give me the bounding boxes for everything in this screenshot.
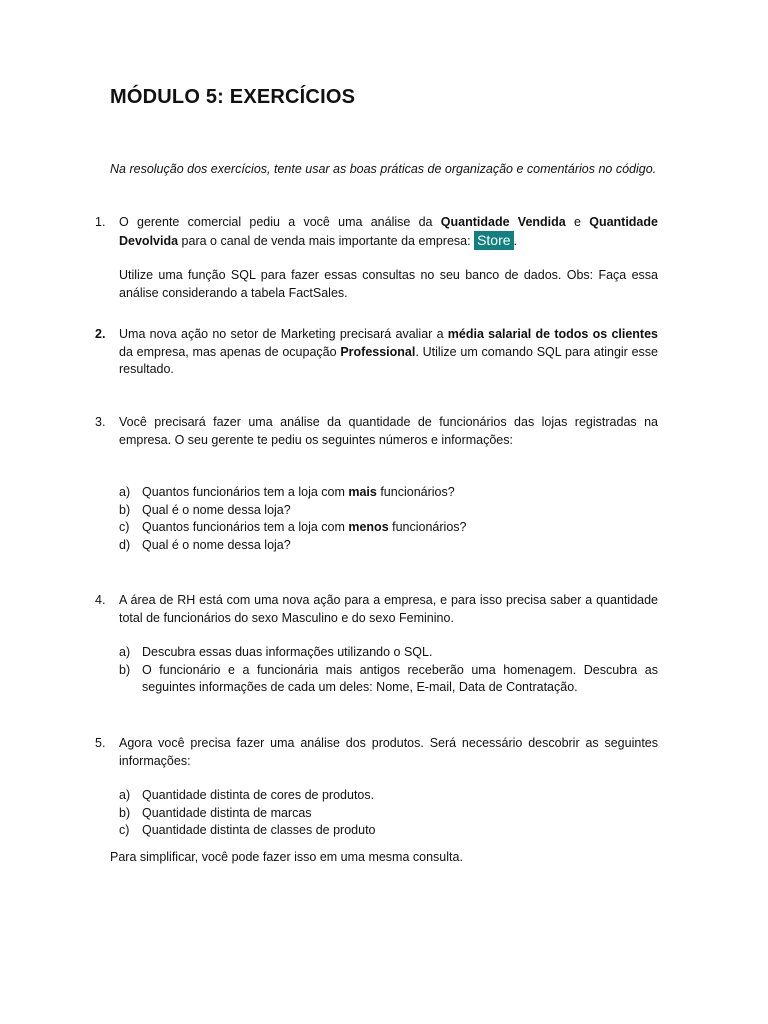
sub-letter: a) xyxy=(119,485,131,499)
sub-text: Quantidade distinta de cores de produtos. xyxy=(142,788,375,802)
text-run: . Utilize um comando SQL para atingir esse resultado. xyxy=(119,344,658,376)
question-5-paragraph: Agora você precisa fazer uma análise dos produtos. Será necessário descobrir as seguintes informações: xyxy=(119,736,658,768)
sub-letter: a) xyxy=(119,788,131,802)
question-number: 1. xyxy=(95,215,106,229)
sub-letter: b) xyxy=(119,502,131,517)
question-number: 3. xyxy=(95,415,106,429)
sub-text: O funcionário e a funcionária mais antigos receberão uma homenagem. Descubra as seguintes informações de cada um deles: Nome, E-mail, Data de Contratação. xyxy=(142,662,658,694)
store-highlight: Store xyxy=(474,231,513,250)
question-number: 5. xyxy=(95,736,106,750)
text-run: e xyxy=(565,215,590,229)
sub-item xyxy=(119,805,658,823)
intro-text: Na resolução dos exercícios, tente usar as boas práticas de organização e comentários no código. xyxy=(110,162,657,176)
question-2-paragraph xyxy=(119,326,658,379)
sub-item xyxy=(119,644,658,662)
text-run: Uma nova ação no setor de Marketing precisará avaliar a xyxy=(119,327,448,341)
text-run: funcionários? xyxy=(376,485,455,499)
bold-text: Quantidade Devolvida xyxy=(119,215,658,248)
text-run: . xyxy=(513,233,518,248)
sub-item xyxy=(119,662,658,697)
text-run: funcionários? xyxy=(388,520,467,534)
sub-item xyxy=(119,787,658,805)
question-3 xyxy=(95,414,658,554)
question-4-paragraph: A área de RH está com uma nova ação para a empresa, e para isso precisa saber a quantidade total de funcionários do sexo Masculino e do sexo Feminino. xyxy=(119,593,658,625)
text-run: da empresa, mas apenas de ocupação xyxy=(119,344,341,359)
sub-text: Qual é o nome dessa loja? xyxy=(142,537,291,552)
sub-letter: b) xyxy=(119,805,131,820)
sub-text: Qual é o nome dessa loja? xyxy=(142,502,291,517)
sub-item xyxy=(119,822,658,840)
text-run: para o canal de venda mais importante da empresa: xyxy=(178,233,475,248)
sub-letter: c) xyxy=(119,823,130,837)
sub-text: Quantidade distinta de classes de produto xyxy=(142,823,376,837)
bold-text: menos xyxy=(348,520,389,534)
question-1-paragraph-2: Utilize uma função SQL para fazer essas consultas no seu banco de dados. Obs: Faça essa análise considerando a tabela FactSales. xyxy=(119,268,658,300)
text-run: O gerente comercial pediu a você uma análise da xyxy=(119,215,441,229)
question-number: 4. xyxy=(95,593,106,607)
sub-text: Descubra essas duas informações utilizando o SQL. xyxy=(142,645,433,659)
question-2 xyxy=(95,326,658,379)
question-3-paragraph: Você precisará fazer uma análise da quantidade de funcionários das lojas registradas na empresa. O seu gerente te pediu os seguintes números e informações: xyxy=(119,415,658,447)
bold-text: Quantidade Vendida xyxy=(440,215,566,229)
question-1-paragraph-1 xyxy=(119,214,658,250)
sub-item xyxy=(119,502,658,520)
question-1 xyxy=(95,214,658,302)
closing-note: Para simplificar, você pode fazer isso em uma mesma consulta. xyxy=(110,850,463,864)
sub-letter: c) xyxy=(119,520,130,534)
question-4 xyxy=(95,592,658,697)
bold-text: Professional xyxy=(340,344,416,359)
question-number: 2. xyxy=(95,327,106,341)
sub-letter: a) xyxy=(119,645,131,659)
sub-item xyxy=(119,484,658,502)
question-5 xyxy=(95,735,658,840)
sub-item xyxy=(119,537,658,555)
page-title: MÓDULO 5: EXERCÍCIOS xyxy=(110,86,356,108)
text-run: Quantos funcionários tem a loja com xyxy=(142,520,349,534)
bold-text: média salarial de todos os clientes xyxy=(447,327,658,341)
text-run: Quantos funcionários tem a loja com xyxy=(142,485,349,499)
sub-letter: d) xyxy=(119,537,131,552)
sub-letter: b) xyxy=(119,662,131,677)
sub-text: Quantidade distinta de marcas xyxy=(142,805,312,820)
sub-item xyxy=(119,519,658,537)
bold-text: mais xyxy=(348,485,377,499)
